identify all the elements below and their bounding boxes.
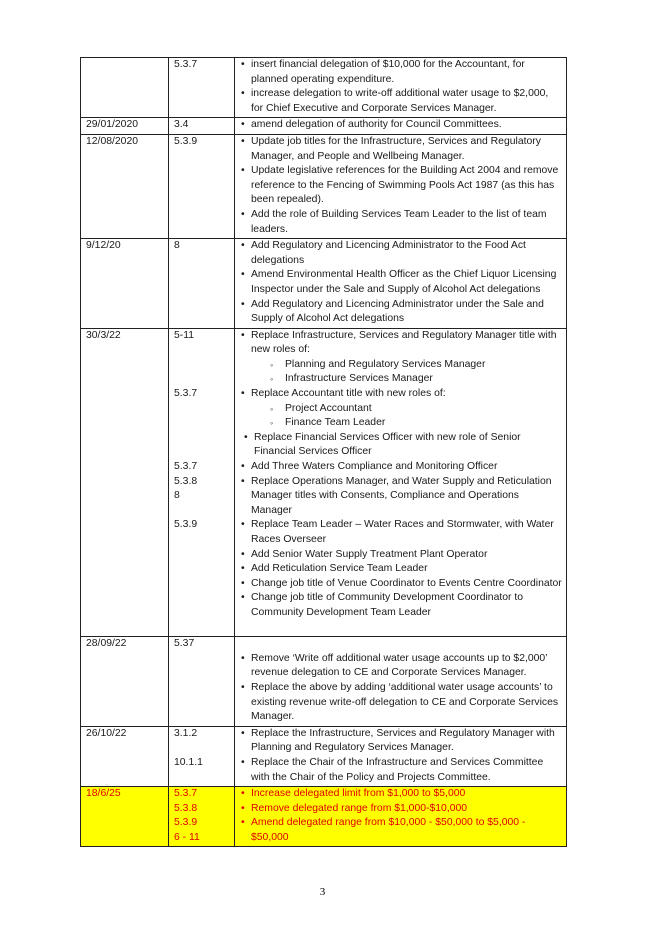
- table-row: [81, 118, 567, 135]
- date-cell: [81, 58, 169, 118]
- section-cell: [169, 134, 235, 238]
- bullet-item: • Change job title of Venue Coordinator to Events Centre Coordinator: [239, 577, 562, 592]
- section-number: [174, 372, 234, 387]
- section-number: [174, 431, 234, 446]
- section-cell: [169, 58, 235, 118]
- section-number: [174, 445, 234, 460]
- table-row: [81, 637, 567, 727]
- blank-line: [239, 637, 562, 652]
- section-number: 3.1.2: [174, 727, 198, 739]
- table-row: [81, 134, 567, 238]
- bullet-item: • Amend Environmental Health Officer as the Chief Liquor Licensing Inspector under the Sale and Supply of Alcohol Act delegations: [239, 268, 562, 297]
- section-cell: [169, 787, 235, 847]
- bullet-item: • Update job titles for the Infrastructure, Services and Regulatory Manager, and People and Wellbeing Manager.: [239, 135, 562, 164]
- date-cell: 12/08/2020: [81, 134, 169, 238]
- change-description-cell: [235, 787, 567, 847]
- bullet-item: • Remove delegated range from $1,000-$10,000: [239, 802, 562, 817]
- change-description-cell: [235, 58, 567, 118]
- change-description-cell: [235, 637, 567, 727]
- bullet-item: • amend delegation of authority for Council Committees.: [239, 118, 562, 133]
- table-row: [81, 328, 567, 636]
- change-description-cell: [235, 726, 567, 786]
- bullet-item: • Replace the above by adding ‘additional water usage accounts’ to existing revenue write-off delegation to CE and Corporate Services Manager.: [239, 681, 562, 725]
- table-row: [81, 58, 567, 118]
- page-number: 3: [319, 886, 326, 898]
- table-row: [81, 787, 567, 847]
- bullet-item: • increase delegation to write-off additional water usage to $2,000, for Chief Executive and Corporate Services Manager.: [239, 87, 562, 116]
- bullet-item: • Update legislative references for the Building Act 2004 and remove reference to the Fencing of Swimming Pools Act 1987 (as this has been repealed).: [239, 164, 562, 208]
- bullet-item: • Add Senior Water Supply Treatment Plant Operator: [239, 548, 562, 563]
- sub-bullet-item: ◦ Planning and Regulatory Services Manager: [239, 358, 562, 373]
- change-description-cell: [235, 118, 567, 135]
- section-number: 5.3.7: [174, 59, 198, 70]
- change-description-cell: [235, 239, 567, 329]
- section-number: [174, 741, 234, 756]
- change-description-cell: [235, 134, 567, 238]
- section-number: 6 - 11: [174, 831, 200, 843]
- bullet-item: • Replace the Chair of the Infrastructure and Services Committee with the Chair of the Policy and Projects Committee.: [239, 756, 562, 785]
- bullet-item: • Replace the Infrastructure, Services and Regulatory Manager with Planning and Regulatory Services Manager.: [239, 727, 562, 756]
- table-body: [81, 58, 567, 847]
- bullet-item: • Replace Accountant title with new roles of:: [239, 387, 562, 402]
- section-cell: [169, 328, 235, 636]
- bullet-item: • Replace Operations Manager, and Water Supply and Reticulation Manager titles with Consents, Compliance and Operations Manager: [239, 475, 562, 519]
- bullet-item: • Remove ‘Write off additional water usage accounts up to $2,000’ revenue delegation to CE and Corporate Services Manager.: [239, 652, 562, 681]
- blank-line: [239, 621, 562, 636]
- section-cell: [169, 239, 235, 329]
- bullet-item: • Add Regulatory and Licencing Administrator under the Sale and Supply of Alcohol Act delegations: [239, 298, 562, 327]
- section-number: 5.3.9: [174, 519, 198, 531]
- sub-bullet-item: ◦ Project Accountant: [239, 402, 562, 417]
- section-number: [174, 358, 234, 373]
- bullet-item: • Change job title of Community Development Coordinator to Community Development Team Leader: [239, 591, 562, 620]
- section-number: 5.37: [174, 638, 195, 650]
- section-number: 10.1.1: [174, 756, 203, 768]
- section-number: 5.3.7: [174, 388, 198, 400]
- section-number: 8: [174, 240, 180, 252]
- section-number: [174, 504, 234, 519]
- section-number: 8: [174, 490, 180, 502]
- date-cell: 9/12/20: [81, 239, 169, 329]
- date-cell: 28/09/22: [81, 637, 169, 727]
- bullet-item: • Add Three Waters Compliance and Monitoring Officer: [239, 460, 562, 475]
- section-number: 5.3.9: [174, 817, 198, 829]
- date-cell: 30/3/22: [81, 328, 169, 636]
- section-cell: [169, 118, 235, 135]
- table-row: [81, 239, 567, 329]
- section-number: 3.4: [174, 119, 189, 131]
- section-number: 5.3.7: [174, 788, 198, 800]
- bullet-item: • insert financial delegation of $10,000 for the Accountant, for planned operating expenditure.: [239, 58, 562, 87]
- section-cell: [169, 637, 235, 727]
- bullet-item: • Replace Infrastructure, Services and Regulatory Manager title with new roles of:: [239, 329, 562, 358]
- bullet-item: • Replace Team Leader – Water Races and Stormwater, with Water Races Overseer: [239, 518, 562, 547]
- sub-bullet-item: ◦ Infrastructure Services Manager: [239, 372, 562, 387]
- bullet-item: • Replace Financial Services Officer with new role of Senior Financial Services Officer: [239, 431, 562, 460]
- date-cell: 26/10/22: [81, 726, 169, 786]
- bullet-item: • Add Regulatory and Licencing Administrator to the Food Act delegations: [239, 239, 562, 268]
- amendment-history-table: [80, 57, 567, 847]
- section-number: 5-11: [174, 329, 195, 341]
- section-number: 5.3.8: [174, 802, 198, 814]
- table-row: [81, 726, 567, 786]
- section-number: [174, 416, 234, 431]
- section-number: 5.3.8: [174, 475, 198, 487]
- date-cell: 18/6/25: [81, 787, 169, 847]
- bullet-item: • Add the role of Building Services Team Leader to the list of team leaders.: [239, 208, 562, 237]
- date-cell: 29/01/2020: [81, 118, 169, 135]
- change-description-cell: [235, 328, 567, 636]
- section-number: 5.3.7: [174, 461, 198, 473]
- sub-bullet-item: ◦ Finance Team Leader: [239, 416, 562, 431]
- section-number: [174, 343, 234, 358]
- section-cell: [169, 726, 235, 786]
- bullet-item: • Add Reticulation Service Team Leader: [239, 562, 562, 577]
- bullet-item: • Amend delegated range from $10,000 - $50,000 to $5,000 - $50,000: [239, 816, 562, 845]
- section-number: 5.3.9: [174, 135, 198, 147]
- section-number: [174, 402, 234, 417]
- bullet-item: • Increase delegated limit from $1,000 to $5,000: [239, 787, 562, 802]
